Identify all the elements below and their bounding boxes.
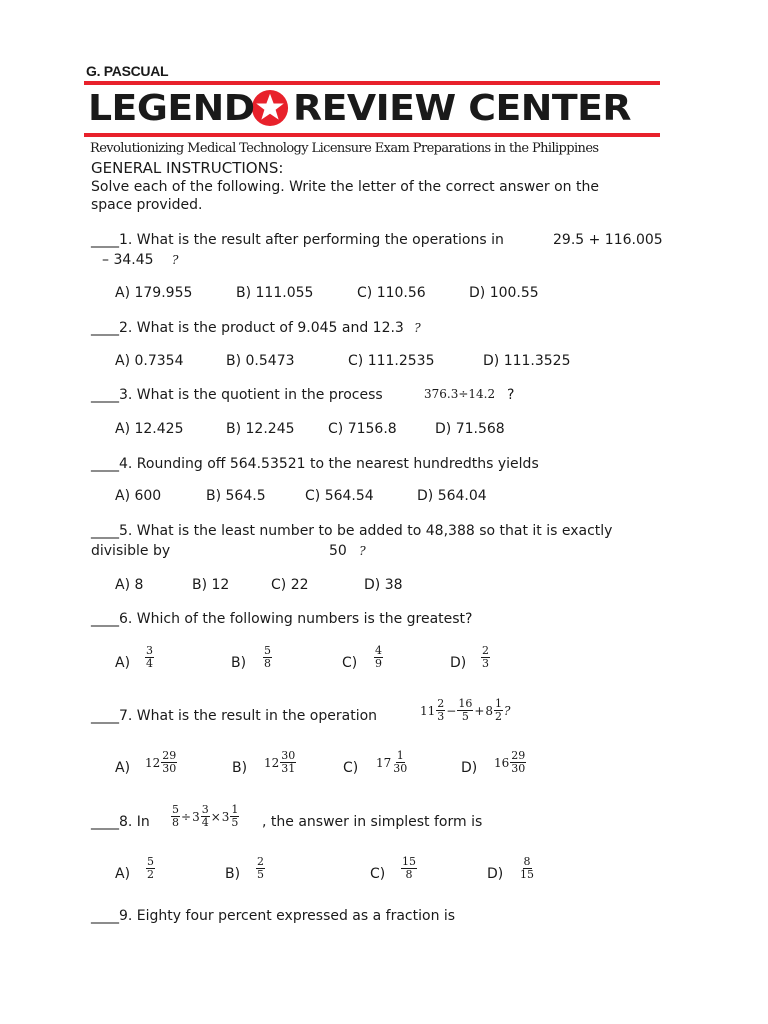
whole-number: 12: [264, 755, 280, 770]
operator: +: [474, 703, 485, 718]
whole-number: 11: [420, 703, 436, 718]
option-d[interactable]: D) 71.568: [435, 421, 505, 437]
option-c-label[interactable]: C): [342, 655, 358, 671]
option-a-label[interactable]: A): [115, 760, 131, 776]
answer-blank[interactable]: ____: [91, 387, 119, 403]
option-a[interactable]: A) 12.425: [115, 421, 184, 437]
question-text: 1. What is the result after performing the operations in: [119, 232, 504, 248]
option-d-label[interactable]: D): [487, 866, 504, 882]
option-a[interactable]: A) 179.955: [115, 285, 193, 301]
question-mark: ?: [507, 387, 515, 403]
whole-number: 3: [221, 809, 230, 824]
question-3: [91, 386, 383, 404]
numerator: 30: [281, 749, 296, 762]
numerator: 1: [495, 697, 503, 710]
option-c[interactable]: C) 7156.8: [328, 421, 397, 437]
header-bottom-rule: [84, 133, 660, 137]
instructions-heading: GENERAL INSTRUCTIONS:: [91, 159, 284, 177]
option-a[interactable]: A) 0.7354: [115, 353, 184, 369]
operator: ÷: [181, 809, 192, 824]
option-c[interactable]: C) 110.56: [357, 285, 426, 301]
option-b-fraction: [256, 856, 265, 881]
operator: ×: [210, 809, 221, 824]
answer-blank[interactable]: ____: [91, 708, 119, 724]
question-mark: ?: [171, 253, 179, 267]
option-a[interactable]: A) 8: [115, 577, 144, 593]
denominator: 15: [520, 868, 534, 881]
numerator: 2: [437, 697, 445, 710]
option-b-label[interactable]: B): [231, 655, 247, 671]
option-d-mixed: [494, 750, 526, 775]
option-a-fraction: [146, 856, 155, 881]
option-d-label[interactable]: D): [461, 760, 478, 776]
option-c-mixed: [376, 750, 408, 775]
option-d[interactable]: D) 38: [364, 577, 403, 593]
option-d-fraction: [519, 856, 535, 881]
option-c[interactable]: C) 22: [271, 577, 309, 593]
question-5-divisor: [329, 542, 366, 560]
answer-blank[interactable]: ____: [91, 232, 119, 248]
option-b[interactable]: B) 564.5: [206, 488, 266, 504]
numerator: 5: [264, 644, 271, 657]
numerator: 1: [231, 803, 239, 816]
title-right: REVIEW CENTER: [292, 87, 631, 129]
question-5: [91, 522, 612, 540]
question-7-expression: [420, 698, 511, 723]
question-4: [91, 455, 539, 473]
option-c[interactable]: C) 111.2535: [348, 353, 435, 369]
answer-blank[interactable]: ____: [91, 908, 119, 924]
option-d[interactable]: D) 100.55: [469, 285, 539, 301]
denominator: 3: [482, 657, 489, 670]
denominator: 30: [162, 762, 177, 775]
whole-number: 17: [376, 755, 392, 770]
option-b-label[interactable]: B): [232, 760, 248, 776]
question-text: 7. What is the result in the operation: [119, 708, 378, 724]
question-1-options: [115, 285, 539, 301]
option-d[interactable]: D) 111.3525: [483, 353, 571, 369]
numerator: 2: [482, 644, 489, 657]
numerator: 15: [402, 855, 416, 868]
denominator: 4: [201, 816, 209, 829]
title-left: LEGEND: [88, 87, 255, 129]
option-b-mixed: [264, 750, 296, 775]
question-1-expression: 29.5 + 116.005: [553, 232, 663, 248]
option-a-label[interactable]: A): [115, 866, 131, 882]
numerator: 5: [172, 803, 179, 816]
numerator: 2: [257, 855, 264, 868]
denominator: 4: [146, 657, 153, 670]
option-c-label[interactable]: C): [370, 866, 386, 882]
answer-blank[interactable]: ____: [91, 611, 119, 627]
option-b[interactable]: B) 12: [192, 577, 230, 593]
question-text: 4. Rounding off 564.53521 to the nearest hundredths yields: [119, 456, 539, 472]
option-c[interactable]: C) 564.54: [305, 488, 374, 504]
denominator: 5: [257, 868, 264, 881]
question-text: 6. Which of the following numbers is the greatest?: [119, 611, 473, 627]
answer-blank[interactable]: ____: [91, 523, 119, 539]
numerator: 4: [375, 644, 382, 657]
option-c-fraction: [401, 856, 417, 881]
numerator: 3: [146, 644, 153, 657]
header-top-rule: [84, 81, 660, 85]
numerator: 1: [396, 749, 404, 762]
option-b[interactable]: B) 111.055: [236, 285, 314, 301]
numerator: 8: [523, 855, 531, 868]
numerator: 29: [511, 749, 526, 762]
denominator: 8: [264, 657, 271, 670]
question-3-expression: 376.3÷14.2: [424, 387, 496, 401]
question-7: [91, 707, 377, 725]
option-a-mixed: [145, 750, 177, 775]
option-c-fraction: [374, 645, 383, 670]
numerator: 16: [458, 697, 473, 710]
option-a-fraction: [145, 645, 154, 670]
question-9: [91, 907, 455, 925]
option-b-fraction: [263, 645, 272, 670]
denominator: 8: [405, 868, 413, 881]
question-5-line-2: divisible by: [91, 543, 171, 559]
question-8-suffix: , the answer in simplest form is: [262, 814, 483, 830]
numerator: 3: [201, 803, 209, 816]
expression-part: – 34.45: [102, 252, 154, 268]
option-b-label[interactable]: B): [225, 866, 241, 882]
question-4-options: [115, 488, 487, 504]
option-a[interactable]: A) 600: [115, 488, 162, 504]
denominator: 8: [172, 816, 179, 829]
operator: −: [446, 703, 457, 718]
denominator: 30: [393, 762, 408, 775]
question-5-options: [115, 577, 403, 593]
option-d[interactable]: D) 564.04: [417, 488, 487, 504]
divisor-value: 50: [329, 543, 347, 559]
question-mark: ?: [504, 703, 511, 718]
question-1-expression-cont: [102, 251, 178, 269]
numerator: 5: [147, 855, 154, 868]
denominator: 9: [375, 657, 382, 670]
answer-blank[interactable]: ____: [91, 456, 119, 472]
option-b[interactable]: B) 0.5473: [226, 353, 295, 369]
question-8-expression: [171, 804, 239, 829]
option-a-label[interactable]: A): [115, 655, 131, 671]
question-8: [91, 813, 150, 831]
answer-blank[interactable]: ____: [91, 320, 119, 336]
answer-blank[interactable]: ____: [91, 814, 119, 830]
instructions-line-2: space provided.: [91, 197, 203, 213]
question-2-options: [115, 353, 571, 369]
logo-title: [88, 86, 631, 130]
question-mark: ?: [359, 544, 366, 558]
numerator: 29: [162, 749, 177, 762]
denominator: 2: [147, 868, 154, 881]
denominator: 5: [461, 710, 469, 723]
whole-number: 3: [192, 809, 200, 824]
denominator: 30: [511, 762, 526, 775]
question-3-options: [115, 421, 505, 437]
option-b[interactable]: B) 12.245: [226, 421, 295, 437]
star-icon: [251, 89, 289, 127]
question-6: [91, 610, 472, 628]
question-text: 2. What is the product of 9.045 and 12.3: [119, 320, 404, 336]
question-mark: ?: [414, 321, 421, 335]
denominator: 3: [437, 710, 445, 723]
whole-number: 16: [494, 755, 510, 770]
instructions-line-1: Solve each of the following. Write the letter of the correct answer on the: [91, 179, 599, 195]
denominator: 31: [281, 762, 296, 775]
question-text: 3. What is the quotient in the process: [119, 387, 383, 403]
question-text: 9. Eighty four percent expressed as a fraction is: [119, 908, 456, 924]
question-2: [91, 319, 421, 337]
denominator: 2: [495, 710, 503, 723]
whole-number: 12: [145, 755, 161, 770]
tagline: Revolutionizing Medical Technology Licensure Exam Preparations in the Philippines: [90, 141, 599, 156]
question-text: 5. What is the least number to be added to 48,388 so that it is exactly: [119, 523, 613, 539]
option-d-label[interactable]: D): [450, 655, 467, 671]
brand-name: G. PASCUAL: [86, 63, 169, 79]
question-text: 8. In: [119, 814, 150, 830]
question-1: [91, 231, 504, 249]
whole-number: 8: [485, 703, 494, 718]
denominator: 5: [231, 816, 239, 829]
option-c-label[interactable]: C): [343, 760, 359, 776]
option-d-fraction: [481, 645, 490, 670]
